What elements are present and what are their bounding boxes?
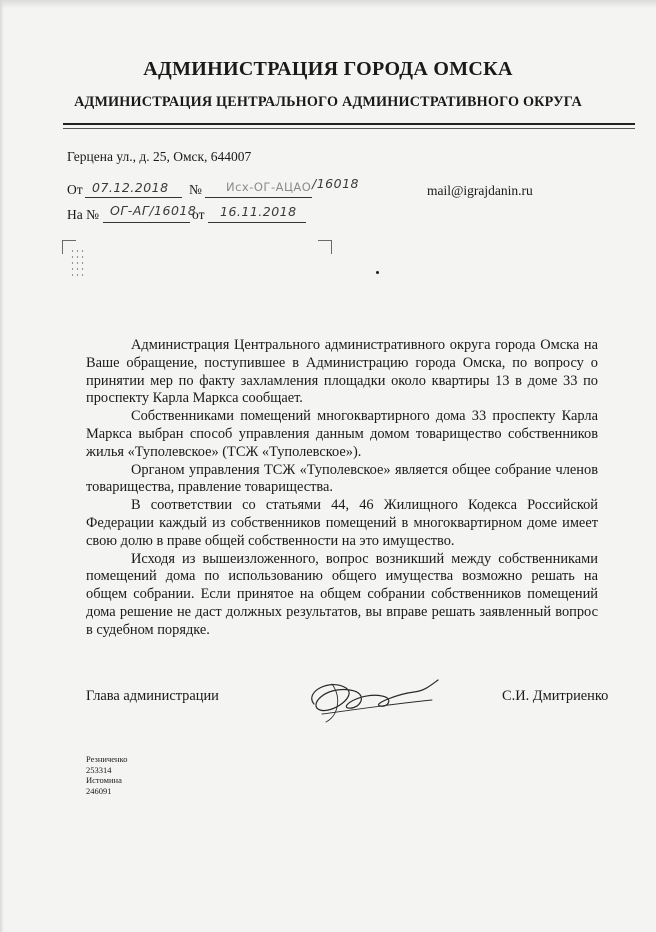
- executor-1-phone: 253314: [86, 764, 112, 775]
- signatory-name: С.И. Дмитриенко: [502, 688, 609, 704]
- address-corner-top-right-v: [331, 240, 332, 254]
- letterhead-title: АДМИНИСТРАЦИЯ ГОРОДА ОМСКА: [143, 58, 513, 80]
- executor-2-phone: 246091: [86, 785, 112, 796]
- executor-2-name: Истомина: [86, 775, 122, 785]
- address-corner-top-right-h: [318, 240, 332, 241]
- signatory-role: Глава администрации: [86, 688, 219, 704]
- header-rule-thin: [63, 128, 635, 129]
- handwritten-signature: [302, 670, 442, 730]
- body-paragraph-4: В соответствии со статьями 44, 46 Жилищного Кодекса Российской Федерации каждый из собственников помещений в многоквартирном доме имеет свою долю в праве общей собственности на это имущество.: [86, 497, 598, 549]
- letterhead-subtitle: АДМИНИСТРАЦИЯ ЦЕНТРАЛЬНОГО АДМИНИСТРАТИВНОГО ОКРУГА: [74, 94, 582, 110]
- incoming-from-label: от: [192, 207, 205, 222]
- scan-edge-left: [0, 0, 4, 932]
- body-paragraph-5: Исходя из вышеизложенного, вопрос возникший между собственниками помещений дома по использованию общего имущества возможно решать на общем собрании. Если принятое на общем собрании собственников помещений дома решение не даст должных результатов, вы вправе решать заявленный вопрос в судебном порядке.: [86, 550, 598, 638]
- address-corner-top-left-h: [62, 240, 76, 241]
- address-corner-top-left-v: [62, 240, 63, 254]
- outgoing-from-label: От: [67, 182, 83, 197]
- scan-dot: [376, 271, 379, 274]
- outgoing-number-label: №: [189, 182, 202, 197]
- incoming-date: 16.11.2018: [220, 204, 297, 219]
- recipient-email: mail@igrajdanin.ru: [427, 183, 533, 198]
- incoming-number: ОГ-АГ/16018: [110, 203, 197, 218]
- sender-address: Герцена ул., д. 25, Омск, 644007: [67, 149, 252, 164]
- scan-specks: [70, 248, 84, 278]
- body-paragraph-1: Администрация Центрального административного округа города Омска на Ваше обращение, поступившее в Администрацию города Омска, по вопросу о принятии мер по факту захламления площадки около квартиры 13 в доме 33 по проспекту Карла Маркса сообщает.: [86, 337, 598, 407]
- letter-body: [86, 337, 598, 640]
- scan-edge-top: [0, 0, 656, 8]
- incoming-on-label: На №: [67, 207, 99, 222]
- outgoing-stamp: Исх-ОГ-АЦАО: [226, 180, 312, 194]
- executors-block: [86, 754, 128, 796]
- executor-1-name: Резниченко: [86, 754, 128, 764]
- body-paragraph-2: Собственниками помещений многоквартирного дома 33 проспекту Карла Маркса выбран способ управления данным домом товариществo собственников жилья «Туполевское» (ТСЖ «Туполевское»).: [86, 408, 598, 460]
- body-paragraph-3: Органом управления ТСЖ «Туполевское» является общее собрание членов товарищества, правление товарищества.: [86, 461, 598, 496]
- outgoing-number: /16018: [312, 176, 359, 191]
- outgoing-date: 07.12.2018: [92, 180, 169, 195]
- header-rule: [63, 123, 635, 125]
